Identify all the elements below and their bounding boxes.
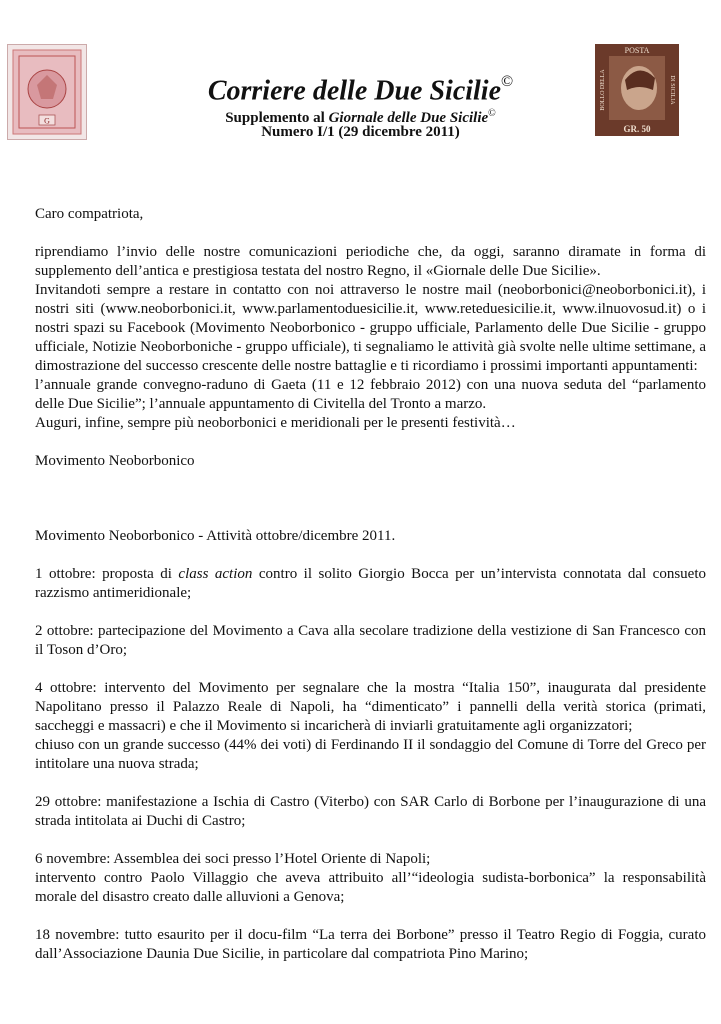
letter-paragraph-4: Auguri, infine, sempre più neoborbonici e meridionali per le presenti festività…	[35, 415, 516, 431]
letter-paragraph-3: l’annuale grande convegno-raduno di Gaeta (11 e 12 febbraio 2012) con una nuova seduta del “parlamento delle Due Sicilie”; l’annuale appuntamento di Civitella del Tronto a marzo.	[35, 377, 706, 412]
supplement-italic: Giornale delle Due Sicilie	[328, 110, 489, 126]
masthead-copyright: ©	[501, 73, 514, 90]
letter-signature: Movimento Neoborbonico	[35, 453, 195, 469]
activity-1-pre: 1 ottobre: proposta di	[35, 566, 179, 582]
letter-paragraph-1: riprendiamo l’invio delle nostre comunicazioni periodiche che, da oggi, saranno diramate in forma di supplemento dell’antica e prestigiosa testata del nostro Regno, il «Giornale delle Due Sicilie».	[35, 244, 706, 279]
letter-paragraph-2: Invitandoti sempre a restare in contatto con noi attraverso le nostre mail (neoborbonici@neoborbonici.it), i nostri siti (www.neoborbonici.it, www.parlamentoduesicilie.it, www.reteduesicilie.it, www.ilnuovosud.it) o i nostri spazi su Facebook (Movimento Neoborbonico - gruppo ufficiale, Parlamento delle Due Sicilie - gruppo ufficiale, Notizie Neoborboniche - gruppo ufficiale), ti segnaliamo le attività già svolte nelle ultime settimane, a dimostrazione del successo crescente delle nostre battaglie e ti ricordiamo i prossimi importanti appuntamenti:	[35, 282, 706, 374]
supplement-prefix: Supplemento al	[225, 110, 329, 126]
activity-3b: chiuso con un grande successo (44% dei voti) di Ferdinando II il sondaggio del Comune di Torre del Greco per intitolare una nuova strada;	[35, 737, 706, 772]
supplement-copyright: ©	[488, 108, 496, 119]
letter-greeting: Caro compatriota,	[35, 206, 144, 222]
stamp-right-top: POSTA	[624, 46, 650, 55]
stamp-right-value: GR. 50	[623, 124, 651, 134]
activity-1	[35, 565, 706, 603]
masthead-title	[0, 68, 721, 108]
activities-heading: Movimento Neoborbonico - Attività ottobre/dicembre 2011.	[35, 528, 396, 544]
masthead-title-text: Corriere delle Due Sicilie	[207, 75, 502, 107]
activity-6: 18 novembre: tutto esaurito per il docu-film “La terra dei Borbone” presso il Teatro Regio di Foggia, curato dall’Associazione Daunia Due Sicilie, in particolare dal compatriota Pino Marino;	[35, 927, 706, 962]
activity-4: 29 ottobre: manifestazione a Ischia di Castro (Viterbo) con SAR Carlo di Borbone per l’inaugurazione di una strada intitolata ai Duchi di Castro;	[35, 794, 706, 829]
activity-1-italic: class action	[178, 566, 253, 582]
stamp-left-value: G	[44, 116, 50, 126]
stamp-right-right: DI SICILIA	[669, 75, 675, 105]
activity-5b: intervento contro Paolo Villaggio che aveva attribuito all’“ideologia sudista-borbonica” la responsabilità morale del disastro creato dalle alluvioni a Genova;	[35, 870, 706, 905]
stamp-right-left: BOLLO DELLA	[600, 69, 606, 111]
letter-body	[35, 205, 706, 964]
activity-2: 2 ottobre: partecipazione del Movimento a Cava alla secolare tradizione della vestizione di San Francesco con il Toson d’Oro;	[35, 623, 706, 658]
activity-5: 6 novembre: Assemblea dei soci presso l’Hotel Oriente di Napoli;	[35, 851, 431, 867]
masthead-issue: Numero I/1 (29 dicembre 2011)	[261, 124, 460, 140]
activity-1-post: contro il solito Giorgio Bocca per un’intervista connotata dal consueto razzismo antimeridionale;	[35, 566, 706, 601]
activity-3: 4 ottobre: intervento del Movimento per segnalare che la mostra “Italia 150”, inaugurata dal presidente Napolitano presso il Palazzo Reale di Napoli, ha “dimenticato” i pannelli della verità storica (primati, saccheggi e massacri) e che il Movimento si incaricherà di inviarli gratuitamente agli organizzatori;	[35, 680, 706, 734]
